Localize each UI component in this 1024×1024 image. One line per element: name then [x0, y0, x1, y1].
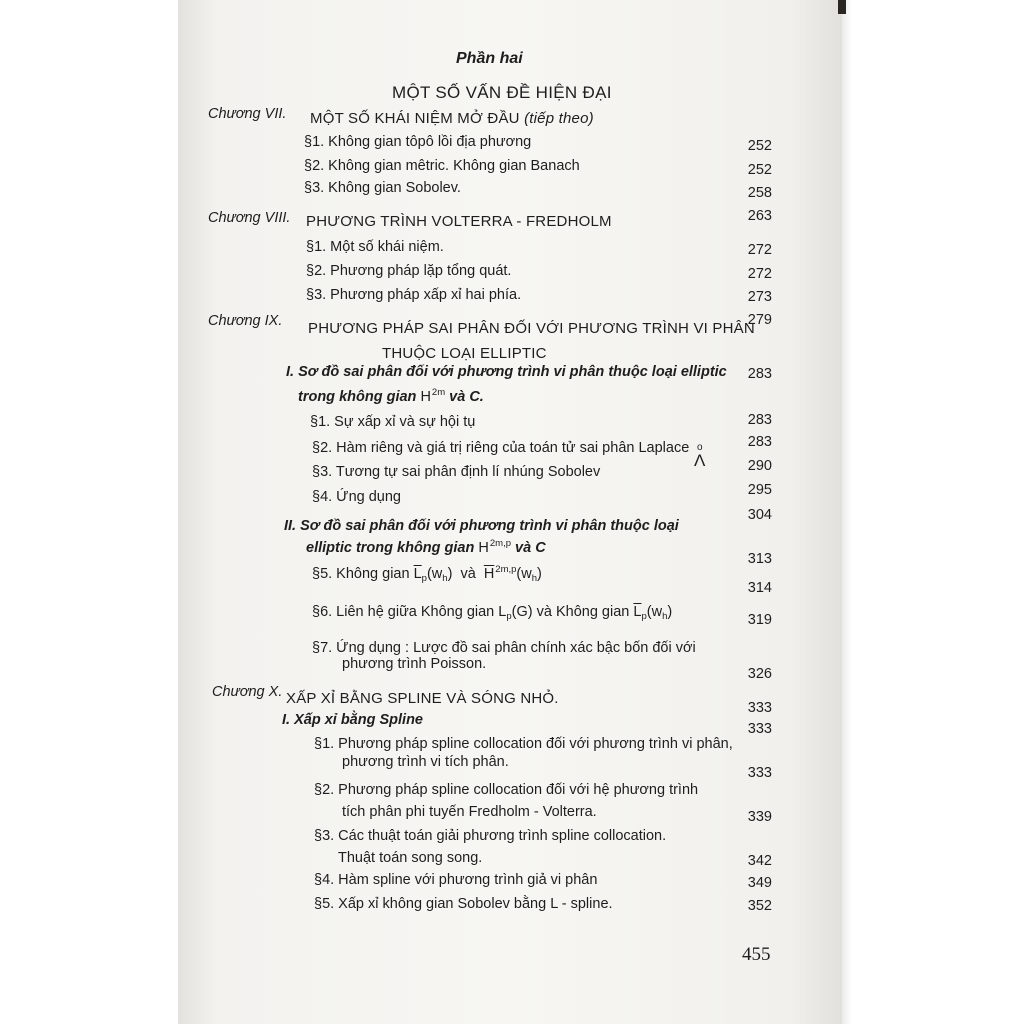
toc-entry-x-5: §5. Xấp xỉ không gian Sobolev bằng L - spline.: [314, 896, 613, 912]
chapter-vii-title-text: MỘT SỐ KHÁI NIỆM MỞ ĐẦU: [310, 110, 520, 127]
toc-entry-x-3-line2: Thuật toán song song.: [338, 850, 483, 866]
page-number: 283: [747, 434, 772, 450]
page-number: 252: [747, 138, 772, 154]
superscript: 2m,p: [489, 538, 511, 549]
toc-entry-ix-7: §7. Ứng dụng : Lược đồ sai phân chính xác bậc bốn đối với: [312, 640, 696, 656]
part-heading-ix-2-line2: [306, 540, 546, 558]
toc-entry-vii-2: §2. Không gian mêtric. Không gian Banach: [304, 158, 580, 174]
part-heading-text-b: và C.: [449, 389, 484, 405]
math-and: và: [460, 566, 476, 582]
chapter-vii-title: [310, 110, 594, 127]
page-number: 313: [747, 551, 772, 567]
page-number: 304: [747, 507, 772, 523]
part-heading-ix-2: II. Sơ đồ sai phân đối với phương trình vi phân thuộc loại: [284, 518, 679, 534]
ring-accent: o: [697, 442, 703, 453]
chapter-vii-label: Chương VII.: [208, 106, 287, 122]
page-number: 279: [747, 312, 772, 328]
toc-entry-viii-2: §2. Phương pháp lặp tổng quát.: [306, 263, 512, 279]
toc-entry-ix-2: §2. Hàm riêng và giá trị riêng của toán tử sai phân Laplace: [312, 440, 690, 456]
toc-entry-ix-1: §1. Sự xấp xỉ và sự hội tụ: [310, 414, 476, 430]
part-label: Phần hai: [456, 50, 523, 67]
toc-entry-vii-3: §3. Không gian Sobolev.: [304, 180, 461, 196]
math-w: (w: [426, 566, 443, 582]
math-l: $\overline{L}$: [413, 566, 422, 582]
page-number: 283: [747, 412, 772, 428]
toc-entry-ix-7-line2: phương trình Poisson.: [342, 656, 487, 672]
page-number: 352: [747, 898, 772, 914]
toc-entry-ix-3: §3. Tương tự sai phân định lí nhúng Sobolev: [312, 464, 601, 480]
subscript: p: [421, 573, 427, 584]
subscript: h: [662, 611, 668, 622]
section-label: §5. Không gian: [312, 566, 410, 582]
math-close: ): [667, 604, 673, 620]
part-heading-ix-1: I. Sơ đồ sai phân đối với phương trình vi phân thuộc loại elliptic: [286, 364, 727, 380]
chapter-viii-label: Chương VIII.: [208, 210, 291, 226]
page-number: 333: [747, 765, 772, 781]
subscript: h: [442, 573, 448, 584]
math-h: $\overline{H}$: [483, 566, 495, 582]
math-close: ): [447, 566, 453, 582]
page-number: 272: [747, 266, 772, 282]
toc-entry-viii-1: §1. Một số khái niệm.: [306, 239, 444, 255]
superscript: 2m,p: [495, 564, 517, 575]
page-number: 326: [747, 666, 772, 682]
chapter-x-title: XẤP XỈ BẰNG SPLINE VÀ SÓNG NHỎ.: [286, 690, 559, 707]
page-number: 263: [747, 208, 772, 224]
part-heading-x-1: I. Xấp xỉ bằng Spline: [282, 712, 423, 728]
page-number: 339: [747, 809, 772, 825]
toc-entry-x-4: §4. Hàm spline với phương trình giả vi phân: [314, 872, 598, 888]
toc-entry-ix-4: §4. Ứng dụng: [312, 489, 401, 505]
laplace-symbol: Λ: [694, 451, 706, 470]
section-label: §6. Liên hệ giữa Không gian: [312, 604, 495, 620]
background-corner: [838, 0, 846, 14]
page-number: 314: [747, 580, 772, 596]
toc-entry-x-2: §2. Phương pháp spline collocation đối với hệ phương trình: [314, 782, 699, 798]
page-number: 272: [747, 242, 772, 258]
chapter-ix-title-line1: PHƯƠNG PHÁP SAI PHÂN ĐỐI VỚI PHƯƠNG TRÌNH VI PHÂN: [308, 320, 755, 337]
part-heading-text-b: và C: [515, 540, 546, 556]
page-number: 290: [747, 458, 772, 474]
toc-entry-ix-5: [312, 566, 542, 584]
toc-entry-vii-1: §1. Không gian tôpô lồi địa phương: [304, 134, 532, 150]
page-number: 252: [747, 162, 772, 178]
part-heading-text: elliptic trong không gian: [306, 540, 475, 556]
chapter-viii-title: PHƯƠNG TRÌNH VOLTERRA - FREDHOLM: [306, 213, 612, 230]
page-number: 273: [747, 289, 772, 305]
math-l: $\overline{L}$: [633, 604, 642, 620]
subscript: h: [531, 573, 538, 584]
toc-entry-viii-3: §3. Phương pháp xấp xỉ hai phía.: [306, 287, 522, 303]
toc-entry-x-3: §3. Các thuật toán giải phương trình spline collocation.: [314, 828, 667, 844]
math-w: (w: [646, 604, 663, 620]
page-folio: 455: [742, 944, 771, 965]
toc-entry-x-1: §1. Phương pháp spline collocation đối với phương trình vi phân,: [314, 736, 733, 752]
section-label-mid: và Không gian: [536, 604, 630, 620]
superscript: 2m: [431, 387, 446, 398]
part-title: MỘT SỐ VẤN ĐỀ HIỆN ĐẠI: [392, 83, 612, 102]
toc-entry-x-1-line2: phương trình vi tích phân.: [342, 754, 509, 770]
math-close: ): [537, 566, 542, 582]
part-heading-ix-1-line2: [298, 389, 484, 407]
math-g: (G): [511, 604, 533, 620]
toc-entry-x-2-line2: tích phân phi tuyến Fredholm - Volterra.: [342, 804, 597, 820]
math-w: (w: [516, 566, 532, 582]
chapter-vii-title-suffix: (tiếp theo): [524, 110, 594, 127]
part-heading-text: trong không gian: [298, 389, 417, 405]
subscript: p: [506, 611, 512, 622]
math-l: L: [498, 604, 507, 620]
space-symbol: H: [478, 540, 489, 556]
page-number: 349: [747, 875, 772, 891]
subscript: p: [641, 611, 647, 622]
page-number: 333: [747, 700, 772, 716]
page-edge-shadow: [842, 0, 852, 1024]
chapter-x-label: Chương X.: [212, 684, 283, 700]
toc-entry-ix-6: [312, 604, 672, 622]
chapter-ix-title-line2: THUỘC LOẠI ELLIPTIC: [382, 345, 547, 362]
page-number: 258: [747, 185, 772, 201]
chapter-ix-label: Chương IX.: [208, 313, 283, 329]
space-symbol: H: [420, 389, 431, 405]
page-number: 319: [747, 612, 772, 628]
page-number: 283: [747, 366, 772, 382]
page-number: 342: [747, 853, 772, 869]
page-number: 333: [747, 721, 772, 737]
page-number: 295: [747, 482, 772, 498]
